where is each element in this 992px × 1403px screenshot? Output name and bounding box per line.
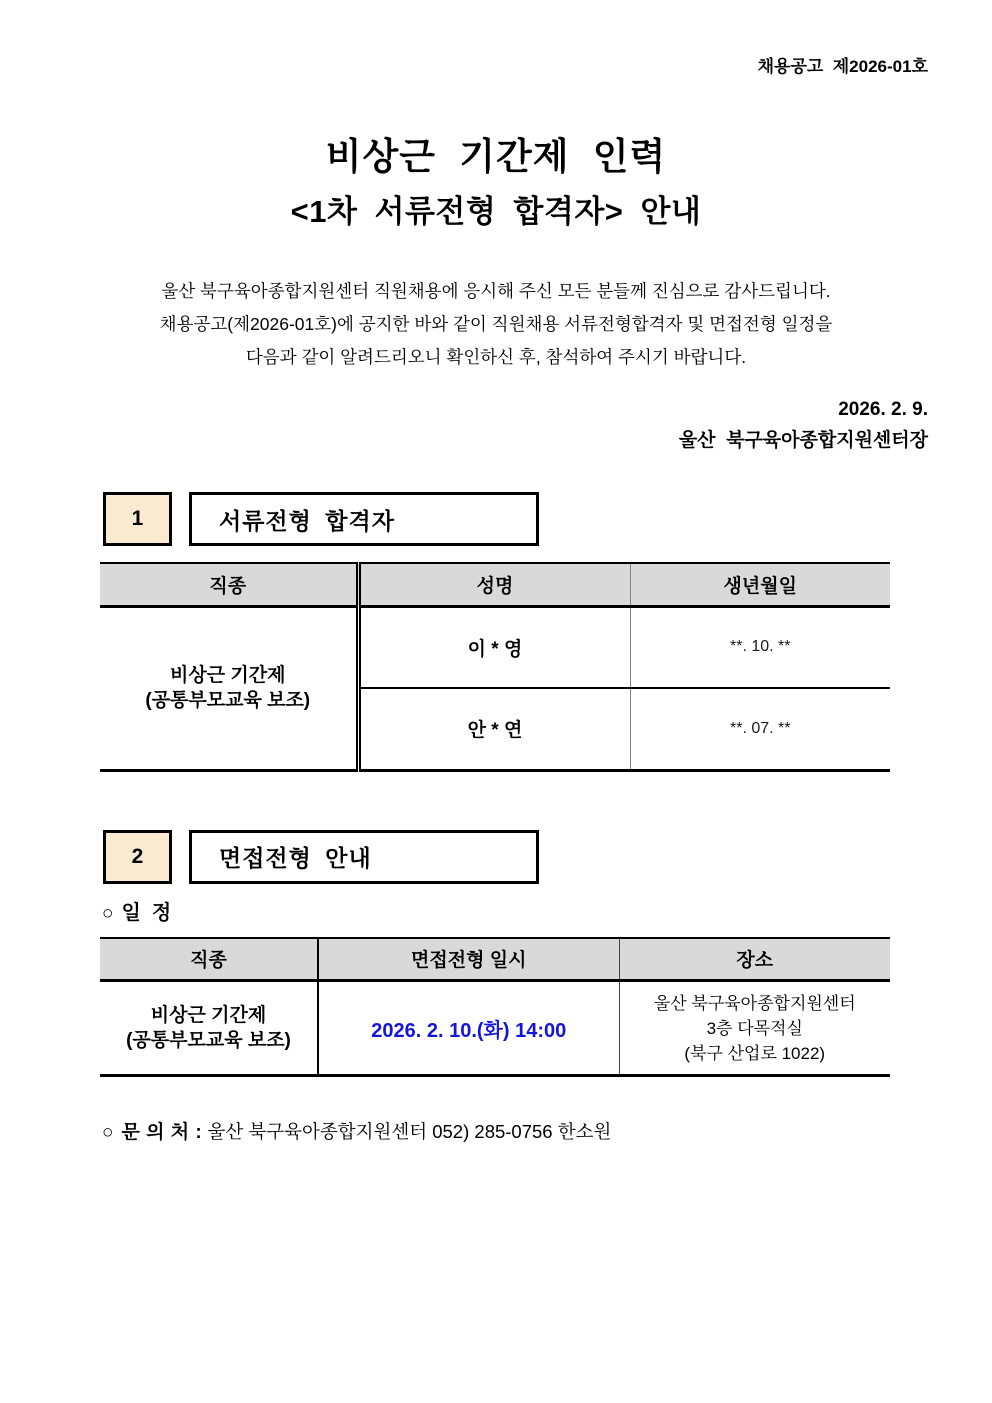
applicant-name-cell: 안 * 연 [358,688,630,770]
document-title [0,133,992,233]
section-2-number-box: 2 [103,830,172,884]
section-1-title-box: 서류전형 합격자 [189,492,539,546]
col-header-name: 성명 [358,563,630,606]
title-line-2: <1차 서류전형 합격자> 안내 [290,194,702,229]
col-header-birth-date: 생년월일 [630,563,890,606]
intro-line: 다음과 같이 알려드리오니 확인하신 후, 참석하여 주시기 바랍니다. [245,347,747,367]
notice-number: 채용공고 제2026-01호 [757,57,928,76]
table-row [100,606,890,688]
section-2-header [103,830,889,884]
job-category-line-2: (공통부모교육 보조) [126,1030,291,1051]
section-2-title-box: 면접전형 안내 [189,830,539,884]
interview-place-cell [619,981,890,1076]
job-category-line-2: (공통부모교육 보조) [145,690,311,711]
intro-line: 울산 북구육아종합지원센터 직원채용에 응시해 주신 모든 분들께 진심으로 감사드립니다. [161,281,831,301]
schedule-label: 일 정 [121,901,172,924]
schedule-bullet-line [102,896,992,925]
place-line-3: (북구 산업로 1022) [684,1043,826,1063]
circle-bullet-icon: ○ [102,1122,114,1143]
title-line-1: 비상근 기간제 인력 [325,136,667,177]
intro-line: 채용공고(제2026-01호)에 공지한 바와 같이 직원채용 서류전형합격자 및 면접전형 일정을 [159,314,833,334]
contact-label: 문 의 처 : [121,1122,203,1143]
col-header-job-type: 직종 [100,563,358,606]
job-category-line-1: 비상근 기간제 [150,1005,267,1026]
col-header-interview-datetime: 면접전형 일시 [318,938,619,981]
job-category-cell [100,606,358,770]
applicants-table [100,562,890,772]
interview-datetime-cell: 2026. 2. 10.(화) 14:00 [318,981,619,1076]
issue-date: 2026. 2. 9. [838,399,928,420]
contact-line [102,1117,992,1144]
birth-date-cell: **. 07. ** [630,688,890,770]
section-1-number-box: 1 [103,492,172,546]
col-header-job-type: 직종 [100,938,318,981]
applicant-name-cell: 이 * 영 [358,606,630,688]
section-1-header [103,492,889,546]
job-category-cell [100,981,318,1076]
interview-table [100,937,890,1078]
birth-date-cell: **. 10. ** [630,606,890,688]
place-line-2: 3층 다목적실 [706,1018,803,1038]
signer-line: 울산 북구육아종합지원센터장 [678,430,928,451]
date-signature-block [0,394,992,456]
interview-table-header-row [100,938,890,981]
circle-bullet-icon: ○ [102,902,114,924]
contact-value: 울산 북구육아종합지원센터 052) 285-0756 한소원 [207,1121,612,1142]
job-category-line-1: 비상근 기간제 [170,665,286,686]
col-header-place: 장소 [619,938,890,981]
place-line-1: 울산 북구육아종합지원센터 [653,993,856,1013]
applicants-table-header-row [100,563,890,606]
table-row [100,981,890,1076]
intro-paragraph [0,275,992,374]
